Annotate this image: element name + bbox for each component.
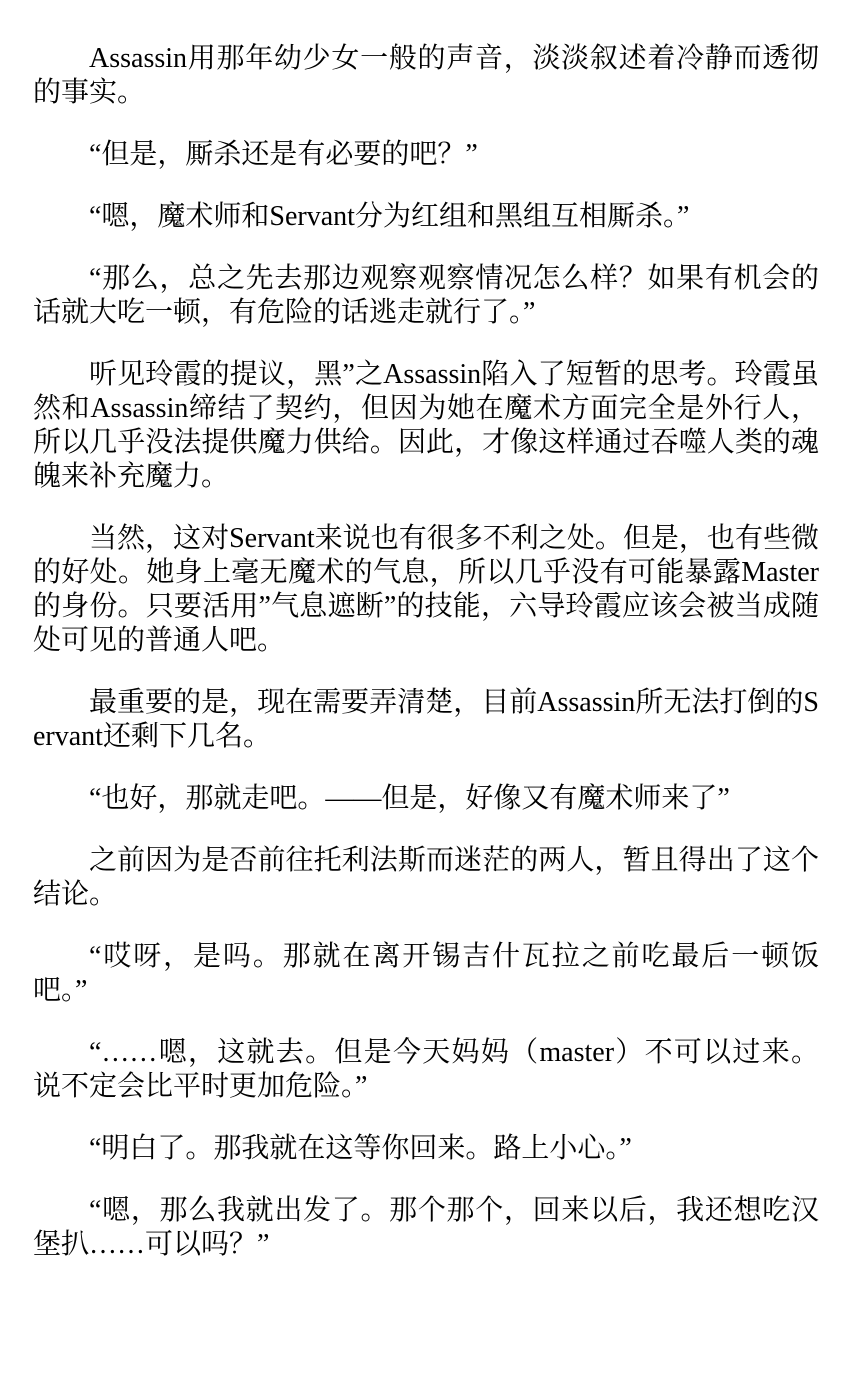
paragraph-narration: 之前因为是否前往托利法斯而迷茫的两人，暂且得出了这个结论。 [33,845,819,910]
paragraph-narration: 当然，这对Servant来说也有很多不利之处。但是，也有些微的好处。她身上毫无魔术的气息，所以几乎没有可能暴露Master的身份。只要活用”气息遮断”的技能，六导玲霞应该会被当成随处可见的普通人吧。 [33,523,819,656]
paragraph-dialogue: “哎呀，是吗。那就在离开锡吉什瓦拉之前吃最后一顿饭吧。” [33,941,819,1006]
paragraph-dialogue: “明白了。那我就在这等你回来。路上小心。” [89,1133,632,1164]
novel-text-body [33,42,819,1262]
paragraph-dialogue: “嗯，魔术师和Servant分为红组和黑组互相厮杀。” [89,201,690,232]
paragraph-dialogue: “……嗯，这就去。但是今天妈妈（master）不可以过来。说不定会比平时更加危险。” [33,1037,819,1102]
paragraph-dialogue: “嗯，那么我就出发了。那个那个，回来以后，我还想吃汉堡扒……可以吗？” [33,1195,819,1260]
paragraph-narration: 听见玲霞的提议，黑”之Assassin陷入了短暂的思考。玲霞虽然和Assassin缔结了契约，但因为她在魔术方面完全是外行人，所以几乎没法提供魔力供给。因此，才像这样通过吞噬人类的魂魄来补充魔力。 [33,359,819,492]
paragraph-narration: 最重要的是，现在需要弄清楚，目前Assassin所无法打倒的Servant还剩下几名。 [33,687,819,752]
paragraph-narration: Assassin用那年幼少女一般的声音，淡淡叙述着冷静而透彻的事实。 [33,43,819,108]
paragraph-dialogue: “那么，总之先去那边观察观察情况怎么样？如果有机会的话就大吃一顿，有危险的话逃走就行了。” [33,263,819,328]
paragraph-dialogue: “但是，厮杀还是有必要的吧？” [89,139,478,170]
paragraph-dialogue: “也好，那就走吧。——但是，好像又有魔术师来了” [89,783,730,814]
